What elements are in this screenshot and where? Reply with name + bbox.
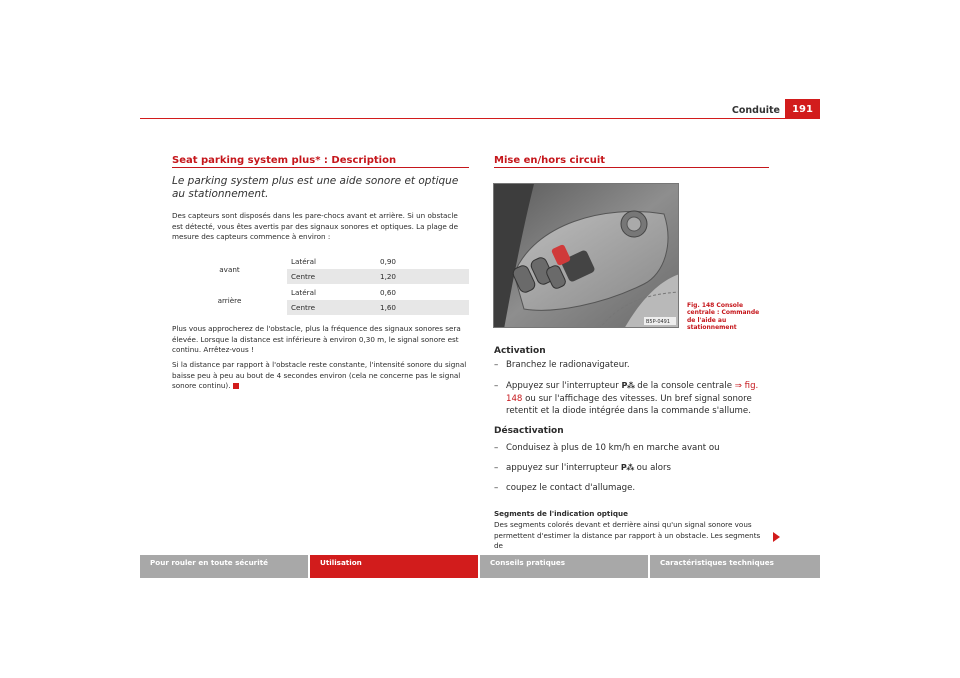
- intro-paragraph: Des capteurs sont disposés dans les pare-chocs avant et arrière. Si un obstacle est détecté, vous êtes avertis par des signaux sonores et optiques. La plage de mesure des capteurs commence à environ :: [172, 211, 459, 242]
- footer-tab-specs[interactable]: Caractéristiques techniques: [650, 555, 820, 578]
- parking-switch-icon: P⁂: [621, 381, 635, 390]
- left-subtitle: Le parking system plus est une aide sonore et optique au stationnement.: [172, 175, 459, 200]
- list-item: – Appuyez sur l'interrupteur P⁂ de la console centrale ⇒ fig. 148 ou sur l'affichage des vitesses. Un bref signal sonore retentit et la diode intégrée dans la commande s'allume.: [494, 380, 774, 416]
- console-photo: [493, 183, 679, 328]
- table-row: [287, 285, 469, 300]
- list-item: – Conduisez à plus de 10 km/h en marche avant ou: [494, 442, 774, 455]
- table-group-front: avant: [219, 265, 240, 274]
- page-number: 191: [785, 99, 820, 119]
- activation-step-1: Branchez le radionavigateur.: [506, 360, 630, 370]
- frequency-paragraph: Plus vous approcherez de l'obstacle, plus la fréquence des signaux sonores sera élevée. Lorsque la distance est inférieure à environ 0,30 m, le signal sonore est continu. Arrêtez-vous !: [172, 324, 461, 355]
- table-cell-side: Latéral: [291, 257, 317, 266]
- intensity-text: Si la distance par rapport à l'obstacle reste constante, l'intensité sonore du signal baisse peu à peu au bout de 4 secondes environ (cela ne concerne pas le signal sonore continu).: [172, 360, 467, 391]
- left-section-title: Seat parking system plus* : Description: [172, 155, 397, 166]
- activation-heading: Activation: [494, 346, 546, 356]
- end-of-section-icon: [233, 383, 239, 389]
- segments-heading: Segments de l'indication optique: [494, 509, 628, 518]
- figure-reference-link[interactable]: ⇒ fig. 148: [506, 381, 759, 404]
- table-cell-side: Centre: [291, 272, 316, 281]
- header-rule: [140, 118, 820, 119]
- table-row: [287, 300, 469, 315]
- table-cell-value: 0,90: [380, 257, 397, 266]
- deactivation-step-2: appuyez sur l'interrupteur P⁂ ou alors: [506, 463, 671, 473]
- table-row: [287, 254, 469, 269]
- console-illustration: [494, 184, 679, 328]
- right-section-rule: [494, 167, 769, 168]
- deactivation-heading: Désactivation: [494, 426, 564, 436]
- footer-tab-safety[interactable]: Pour rouler en toute sécurité: [140, 555, 308, 578]
- activation-step-2: Appuyez sur l'interrupteur P⁂ de la console centrale ⇒ fig. 148 ou sur l'affichage des vitesses. Un bref signal sonore retentit et la diode intégrée dans la commande s'allume.: [506, 381, 759, 417]
- list-item: – appuyez sur l'interrupteur P⁂ ou alors: [494, 462, 774, 475]
- list-item: – coupez le contact d'allumage.: [494, 482, 774, 495]
- table-cell-value: 1,20: [380, 272, 397, 281]
- list-item: – Branchez le radionavigateur.: [494, 359, 774, 372]
- intensity-paragraph: [172, 360, 470, 392]
- footer-tab-usage[interactable]: Utilisation: [310, 555, 478, 578]
- footer-tab-tips[interactable]: Conseils pratiques: [480, 555, 648, 578]
- figure-caption: Fig. 148 Console centrale : Commande de l'aide au stationnement: [687, 302, 760, 332]
- table-group-rear: arrière: [217, 296, 242, 305]
- photo-code: B5P-0491: [646, 319, 671, 325]
- continue-arrow-icon: [773, 532, 780, 542]
- parking-switch-icon: P⁂: [620, 463, 634, 472]
- deactivation-step-3: coupez le contact d'allumage.: [506, 483, 636, 493]
- table-row: [287, 269, 469, 284]
- deactivation-step-1: Conduisez à plus de 10 km/h en marche avant ou: [506, 443, 720, 453]
- table-cell-side: Latéral: [291, 288, 317, 297]
- chapter-title: Conduite: [731, 105, 780, 116]
- range-table: [172, 251, 469, 315]
- table-cell-side: Centre: [291, 303, 316, 312]
- segments-paragraph: Des segments colorés devant et derrière ainsi qu'un signal sonore vous permettent d'estimer la distance par rapport à un obstacle. Les segments de: [494, 520, 761, 551]
- left-section-rule: [172, 167, 469, 168]
- table-cell-value: 0,60: [380, 288, 397, 297]
- table-cell-value: 1,60: [380, 303, 397, 312]
- right-section-title: Mise en/hors circuit: [494, 155, 606, 166]
